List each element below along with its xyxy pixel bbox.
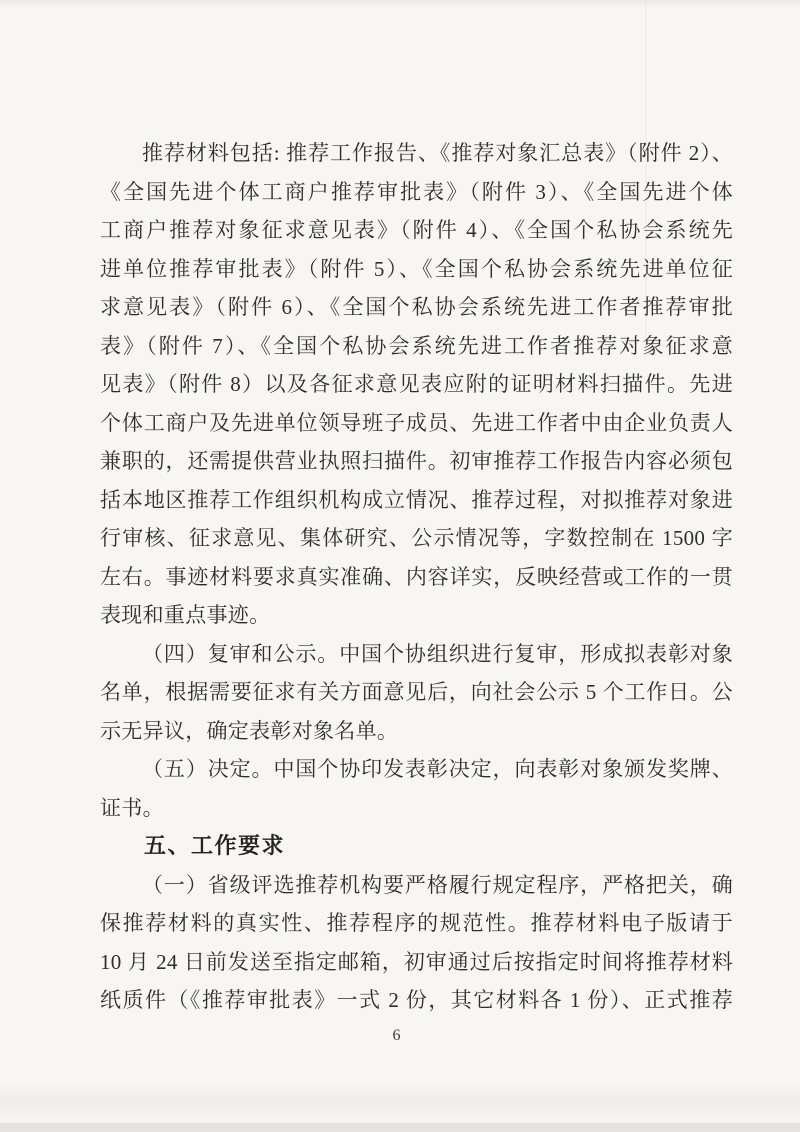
text-line: 名单，根据需要征求有关方面意见后，向社会公示 5 个工作日。公 bbox=[100, 680, 733, 704]
text-line: （一）省级评选推荐机构要严格履行规定程序，严格把关，确 bbox=[142, 872, 733, 897]
page-number: 6 bbox=[392, 1027, 402, 1044]
text-line: 个体工商户及先进单位领导班子成员、先进工作者中由企业负责人 bbox=[100, 410, 733, 435]
text-line: 表》（附件 7）、《全国个私协会系统先进工作者推荐对象征求意 bbox=[100, 333, 733, 358]
para-5-decision bbox=[100, 750, 733, 827]
text-line: 表现和重点事迹。 bbox=[100, 603, 271, 627]
text-line: 纸质件（《推荐审批表》一式 2 份，其它材料各 1 份）、正式推荐 bbox=[100, 988, 733, 1012]
text-line: 推荐材料包括: 推荐工作报告、《推荐对象汇总表》（附件 2）、 bbox=[142, 141, 733, 165]
text-line: 示无异议，确定表彰对象名单。 bbox=[100, 718, 399, 743]
text-line: 进单位推荐审批表》（附件 5）、《全国个私协会系统先进单位征 bbox=[100, 256, 733, 281]
text-line: 行审核、征求意见、集体研究、公示情况等，字数控制在 1500 字 bbox=[100, 526, 733, 550]
text-line: 见表》（附件 8）以及各征求意见表应附的证明材料扫描件。先进 bbox=[100, 372, 733, 396]
text-line: 证书。 bbox=[100, 795, 164, 820]
heading-section-5-work-requirements bbox=[100, 827, 733, 866]
scan-bottom-shadow-band bbox=[0, 1082, 800, 1118]
text-line: 兼职的，还需提供营业执照扫描件。初审推荐工作报告内容必须包 bbox=[100, 449, 733, 473]
text-line: 保推荐材料的真实性、推荐程序的规范性。推荐材料电子版请于 bbox=[100, 911, 733, 935]
para-recommendation-materials bbox=[100, 134, 733, 635]
para-1-provincial-review bbox=[100, 866, 733, 1020]
para-4-review-and-publicity bbox=[100, 635, 733, 751]
text-line: 求意见表》（附件 6）、《全国个私协会系统先进工作者推荐审批 bbox=[100, 295, 733, 319]
scan-top-edge-shadow bbox=[0, 0, 800, 8]
scan-bottom-edge bbox=[0, 1122, 800, 1132]
text-line: 工商户推荐对象征求意见表》（附件 4）、《全国个私协会系统先 bbox=[100, 218, 733, 242]
text-line: （五）决定。中国个协印发表彰决定，向表彰对象颁发奖牌、 bbox=[142, 757, 733, 781]
document-body bbox=[100, 134, 733, 1020]
text-line: 左右。事迹材料要求真实准确、内容详实，反映经营或工作的一贯 bbox=[100, 564, 733, 589]
text-line: 五、工作要求 bbox=[144, 833, 286, 858]
text-line: 括本地区推荐工作组织机构成立情况、推荐过程，对拟推荐对象进 bbox=[100, 487, 733, 512]
text-line: 10 月 24 日前发送至指定邮箱，初审通过后按指定时间将推荐材料 bbox=[100, 949, 733, 974]
text-line: 《全国先进个体工商户推荐审批表》（附件 3）、《全国先进个体 bbox=[100, 179, 733, 204]
text-line: （四）复审和公示。中国个协组织进行复审，形成拟表彰对象 bbox=[142, 641, 733, 666]
